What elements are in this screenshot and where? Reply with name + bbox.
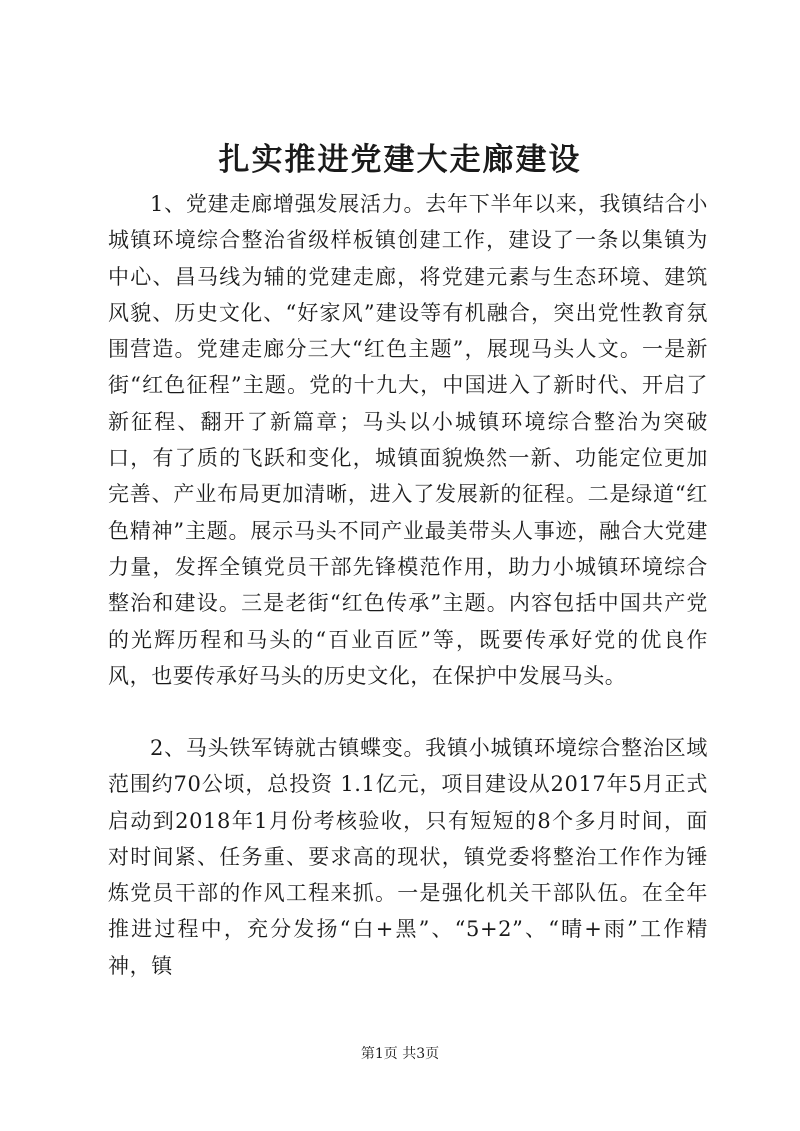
paragraph-1: 1、党建走廊增强发展活力。去年下半年以来，我镇结合小城镇环境综合整治省级样板镇创建工作，建设了一条以集镇为中心、昌马线为辅的党建走廊，将党建元素与生态环境、建筑风貌、历史文化、“好家风”建设等有机融合，突出党性教育氛围营造。党建走廊分三大“红色主题”，展现马头人文。一是新街“红色征程”主题。党的十九大，中国进入了新时代、开启了新征程、翻开了新篇章；马头以小城镇环境综合整治为突破口，有了质的飞跃和变化，城镇面貌焕然一新、功能定位更加完善、产业布局更加清晰，进入了发展新的征程。二是绿道“红色精神”主题。展示马头不同产业最美带头人事迹，融合大党建力量，发挥全镇党员干部先锋模范作用，助力小城镇环境综合整治和建设。三是老街“红色传承”主题。内容包括中国共产党的光辉历程和马头的“百业百匠”等，既要传承好党的优良作风，也要传承好马头的历史文化，在保护中发展马头。 [108,192,708,688]
page-footer: 第1页 共3页 [360,1046,440,1062]
document-title: 扎实推进党建大走廊建设 [218,142,582,178]
paragraph-2: 2、马头铁军铸就古镇蝶变。我镇小城镇环境综合整治区域范围约70公顷，总投资 1.1亿元，项目建设从2017年5月正式启动到2018年1月份考核验收，只有短短的8个多月时间，面对时间紧、任务重、要求高的现状，镇党委将整治工作作为锤炼党员干部的作风工程来抓。一是强化机关干部队伍。在全年推进过程中，充分发扬“白+黑”、“5+2”、“晴+雨”工作精神，镇 [108,736,708,978]
